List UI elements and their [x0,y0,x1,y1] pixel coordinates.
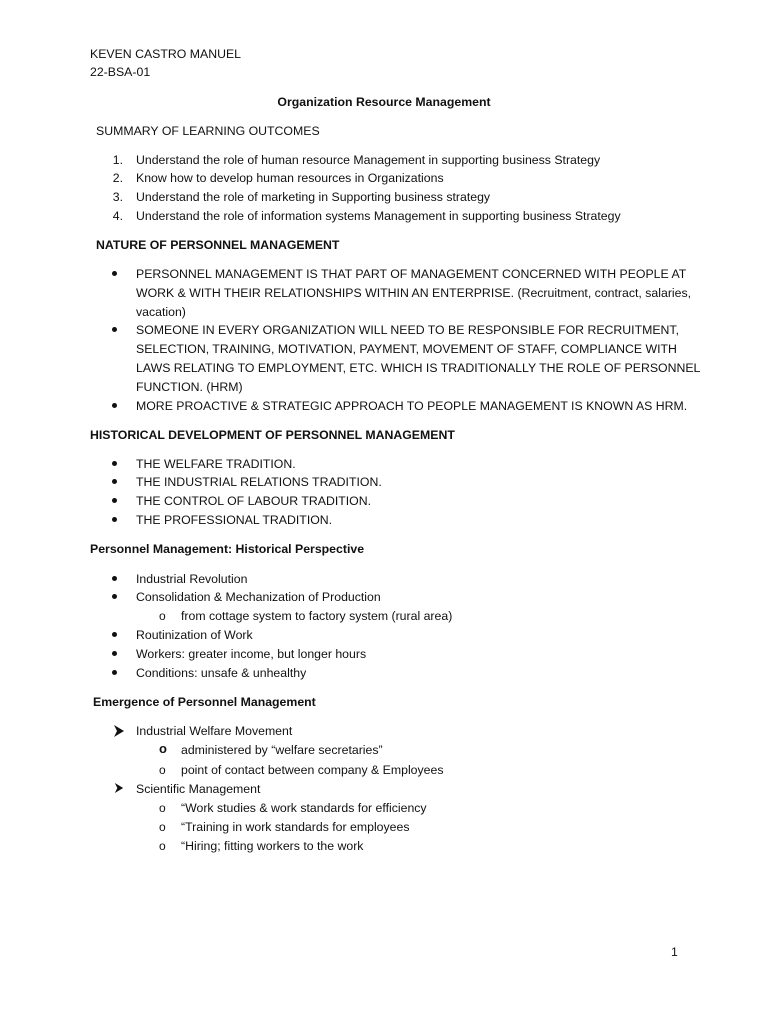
nature-item-line: SOMEONE IN EVERY ORGANIZATION WILL NEED TO BE RESPONSIBLE FOR RECRUITMENT, [136,323,679,337]
bullet-icon [112,632,117,637]
emergence-heading: Emergence of Personnel Management [93,695,316,709]
historical-item: THE WELFARE TRADITION. [136,457,296,471]
sub-bullet-icon: o [159,763,166,777]
bullet-icon [112,479,117,484]
nature-item-line: FUNCTION. (HRM) [136,380,243,394]
bullet-icon [112,651,117,656]
sub-bullet-icon: o [159,609,166,623]
sub-bullet-icon: o [159,820,166,834]
bullet-icon [112,498,117,503]
historical-item: THE CONTROL OF LABOUR TRADITION. [136,494,372,508]
outcome-number: 1. [112,153,123,167]
page-number: 1 [671,945,678,959]
emergence-subitem: “Training in work standards for employees [181,820,410,834]
outcomes-heading: SUMMARY OF LEARNING OUTCOMES [96,124,320,138]
nature-heading: NATURE OF PERSONNEL MANAGEMENT [96,238,340,252]
bullet-icon [112,517,117,522]
nature-item-line: LAWS RELATING TO EMPLOYMENT, ETC. WHICH IS TRADITIONALLY THE ROLE OF PERSONNEL [136,361,701,375]
outcome-item: Understand the role of information systems Management in supporting business Strategy [136,209,621,223]
perspective-item: Conditions: unsafe & unhealthy [136,666,307,680]
historical-item: THE PROFESSIONAL TRADITION. [136,513,333,527]
bullet-icon [112,327,117,332]
bullet-icon [112,576,117,581]
bullet-icon [112,670,117,675]
nature-item-line: PERSONNEL MANAGEMENT IS THAT PART OF MANAGEMENT CONCERNED WITH PEOPLE AT [136,267,687,281]
nature-item-line: vacation) [136,305,186,319]
perspective-item: Consolidation & Mechanization of Production [136,590,381,604]
outcome-item: Understand the role of human resource Management in supporting business Strategy [136,153,601,167]
perspective-item: Routinization of Work [136,628,253,642]
perspective-heading: Personnel Management: Historical Perspective [90,542,365,556]
arrow-bullet-icon [114,783,124,793]
emergence-subitem: “Hiring; fitting workers to the work [181,839,364,853]
emergence-subitem: administered by “welfare secretaries” [181,743,383,757]
emergence-item: Industrial Welfare Movement [136,724,293,738]
sub-bullet-icon: o [159,801,166,815]
author-name: KEVEN CASTRO MANUEL [90,47,242,61]
historical-heading: HISTORICAL DEVELOPMENT OF PERSONNEL MANAGEMENT [90,428,455,442]
outcome-item: Know how to develop human resources in Organizations [136,171,444,185]
emergence-subitem: “Work studies & work standards for efficiency [181,801,427,815]
document-title: Organization Resource Management [277,95,491,109]
nature-item-line: SELECTION, TRAINING, MOTIVATION, PAYMENT, MOVEMENT OF STAFF, COMPLIANCE WITH [136,342,677,356]
bullet-icon [112,403,117,408]
outcome-number: 3. [112,190,123,204]
outcome-number: 4. [112,209,123,223]
bullet-icon [112,271,117,276]
sub-bullet-icon: o [159,839,166,853]
outcome-item: Understand the role of marketing in Supporting business strategy [136,190,491,204]
nature-item-line: MORE PROACTIVE & STRATEGIC APPROACH TO PEOPLE MANAGEMENT IS KNOWN AS HRM. [136,399,688,413]
nature-item-line: WORK & WITH THEIR RELATIONSHIPS WITHIN AN ENTERPRISE. (Recruitment, contract, salaries, [136,286,692,300]
outcome-number: 2. [112,171,123,185]
historical-item: THE INDUSTRIAL RELATIONS TRADITION. [136,475,382,489]
emergence-item: Scientific Management [136,782,261,796]
perspective-subitem: from cottage system to factory system (rural area) [181,609,453,623]
sub-bullet-icon: o [159,741,167,756]
student-id: 22-BSA-01 [90,65,151,79]
perspective-item: Workers: greater income, but longer hours [136,647,367,661]
emergence-subitem: point of contact between company & Employees [181,763,444,777]
arrow-bullet-icon [113,725,125,737]
bullet-icon [112,461,117,466]
bullet-icon [112,594,117,599]
perspective-item: Industrial Revolution [136,572,248,586]
